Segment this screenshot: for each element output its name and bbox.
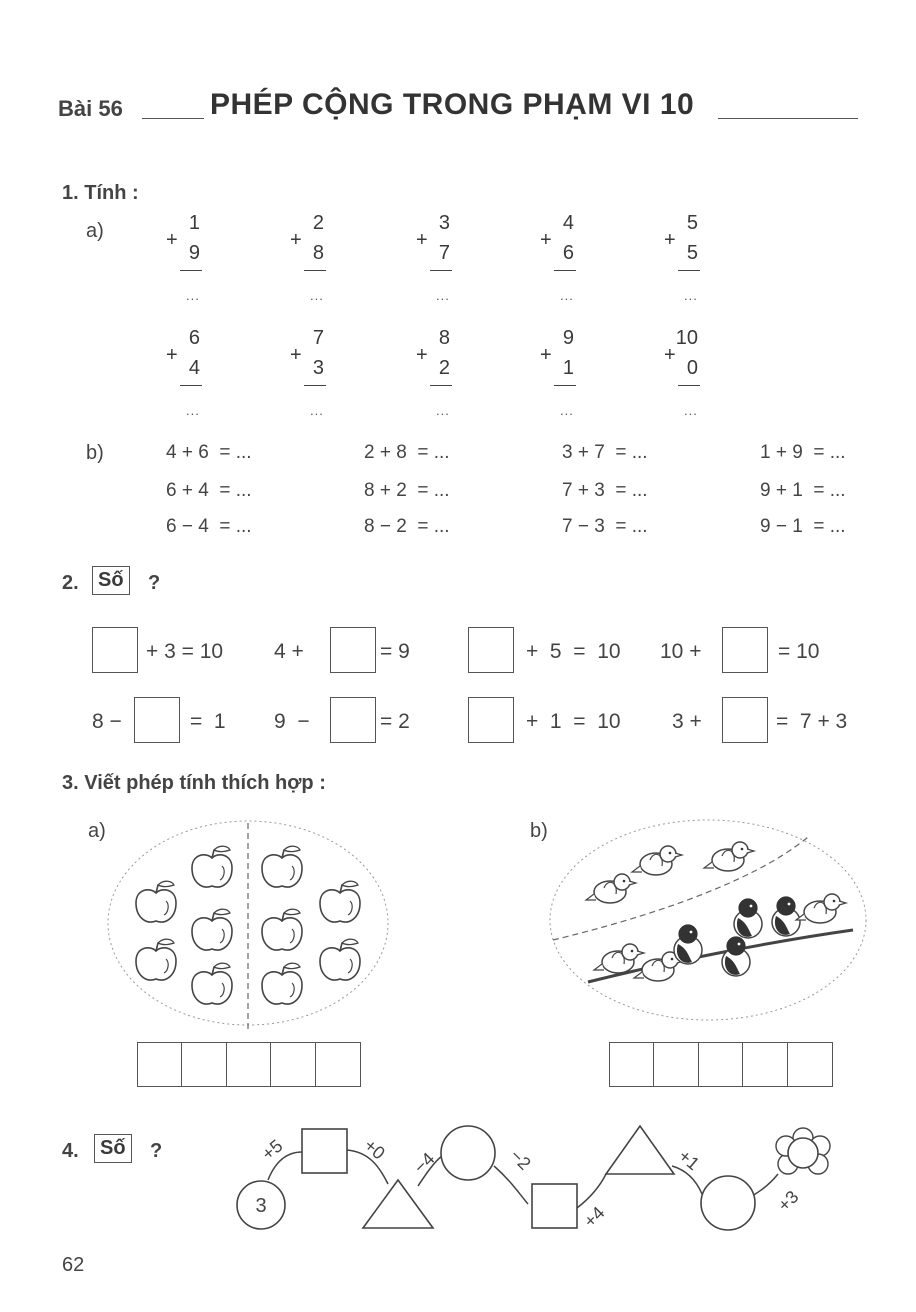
answer-cell[interactable] <box>653 1042 699 1087</box>
answer-blank[interactable]: ... <box>560 403 574 418</box>
addend-top: 2 <box>312 212 324 234</box>
equation[interactable]: 7 − 3 = ... <box>562 516 648 537</box>
addend-top: 10 <box>675 327 698 349</box>
ex1-part-b-label: b) <box>86 442 104 464</box>
plus-sign: + <box>166 344 178 366</box>
answer-blank[interactable]: ... <box>436 403 450 418</box>
title-rule-left <box>142 118 204 119</box>
number-chain-diagram <box>220 1108 880 1238</box>
answer-blank[interactable]: ... <box>310 288 324 303</box>
bird-icon <box>674 925 702 964</box>
apple-icon <box>192 909 232 950</box>
addend-bottom: 3 <box>312 357 324 379</box>
sum-line <box>554 270 576 271</box>
answer-triangle[interactable] <box>363 1180 433 1228</box>
answer-square[interactable] <box>532 1184 577 1228</box>
apple-icon <box>136 939 176 980</box>
answer-cell[interactable] <box>698 1042 744 1087</box>
bird-icon <box>586 874 636 903</box>
ex3-part-b-label: b) <box>530 820 548 842</box>
birds-illustration <box>548 812 873 1027</box>
page-number: 62 <box>62 1254 85 1276</box>
expression-text: 8 − <box>92 710 122 733</box>
sum-line <box>678 385 700 386</box>
equation[interactable]: 7 + 3 = ... <box>562 480 648 501</box>
operation-label: +0 <box>360 1134 389 1164</box>
addend-top: 1 <box>188 212 200 234</box>
equation[interactable]: 6 + 4 = ... <box>166 480 252 501</box>
addend-bottom: 6 <box>562 242 574 264</box>
expression-text: = 10 <box>778 640 820 663</box>
addend-top: 3 <box>438 212 450 234</box>
answer-box[interactable] <box>468 697 514 743</box>
sum-line <box>180 270 202 271</box>
addend-bottom: 4 <box>188 357 200 379</box>
answer-box[interactable] <box>468 627 514 673</box>
plus-sign: + <box>540 229 552 251</box>
answer-blank[interactable]: ... <box>684 288 698 303</box>
addend-bottom: 8 <box>312 242 324 264</box>
answer-square[interactable] <box>302 1129 347 1173</box>
equation[interactable]: 8 + 2 = ... <box>364 480 450 501</box>
operation-label: −4 <box>409 1148 439 1178</box>
apple-icon <box>262 846 302 887</box>
expression-text: 9 − <box>274 710 310 733</box>
apple-icon <box>262 909 302 950</box>
ex3-part-a-label: a) <box>88 820 106 842</box>
answer-box[interactable] <box>330 627 376 673</box>
equation[interactable]: 4 + 6 = ... <box>166 442 252 463</box>
equation[interactable]: 9 + 1 = ... <box>760 480 846 501</box>
plus-sign: + <box>290 229 302 251</box>
apple-icon <box>320 881 360 922</box>
expression-text: = 1 <box>190 710 226 733</box>
ex1-part-a-label: a) <box>86 220 104 242</box>
sum-line <box>430 270 452 271</box>
answer-blank[interactable]: ... <box>186 403 200 418</box>
bird-icon <box>772 897 800 936</box>
apple-icon <box>192 846 232 887</box>
operation-label: +1 <box>674 1145 704 1175</box>
plus-sign: + <box>664 229 676 251</box>
flower-icon[interactable] <box>776 1128 830 1174</box>
answer-blank[interactable]: ... <box>560 288 574 303</box>
answer-cell[interactable] <box>609 1042 655 1087</box>
plus-sign: + <box>290 344 302 366</box>
answer-blank[interactable]: ... <box>310 403 324 418</box>
addend-bottom: 5 <box>686 242 698 264</box>
addend-bottom: 1 <box>562 357 574 379</box>
answer-cell[interactable] <box>137 1042 183 1087</box>
answer-box[interactable] <box>330 697 376 743</box>
answer-circle[interactable] <box>441 1126 495 1180</box>
sum-line <box>304 270 326 271</box>
sum-line <box>180 385 202 386</box>
bird-icon <box>796 894 846 923</box>
expression-text: 10 + <box>660 640 702 663</box>
so-label-box: Số <box>92 566 130 595</box>
lesson-number: Bài 56 <box>58 96 123 121</box>
operation-label: +5 <box>257 1135 287 1165</box>
apples-illustration <box>100 815 400 1035</box>
expression-text: = 7 + 3 <box>776 710 848 733</box>
addend-bottom: 2 <box>438 357 450 379</box>
answer-cell[interactable] <box>742 1042 788 1087</box>
page-title: PHÉP CỘNG TRONG PHẠM VI 10 <box>210 88 695 121</box>
addend-top: 4 <box>562 212 574 234</box>
apple-icon <box>192 963 232 1004</box>
plus-sign: + <box>540 344 552 366</box>
bird-icon <box>734 899 762 938</box>
so-label-box: Số <box>94 1134 132 1163</box>
expression-text: + 1 = 10 <box>526 710 621 733</box>
answer-box[interactable] <box>722 627 768 673</box>
expression-text: = 9 <box>380 640 410 663</box>
addend-top: 9 <box>562 327 574 349</box>
flying-birds <box>586 842 754 903</box>
addend-top: 5 <box>686 212 698 234</box>
ex2-number: 2. <box>62 572 79 594</box>
addend-bottom: 9 <box>188 242 200 264</box>
operation-label: +4 <box>579 1202 609 1232</box>
equation[interactable]: 6 − 4 = ... <box>166 516 252 537</box>
ex3-b-answer-row <box>610 1042 833 1087</box>
ex3-a-answer-row <box>138 1042 361 1087</box>
equation[interactable]: 9 − 1 = ... <box>760 516 846 537</box>
equation[interactable]: 1 + 9 = ... <box>760 442 846 463</box>
answer-box[interactable] <box>92 627 138 673</box>
operation-label: −2 <box>506 1145 535 1174</box>
start-number: 3 <box>255 1195 267 1217</box>
expression-text: + 5 = 10 <box>526 640 621 663</box>
plus-sign: + <box>416 344 428 366</box>
answer-blank[interactable]: ... <box>436 288 450 303</box>
ex1-title: 1. Tính : <box>62 182 139 204</box>
answer-cell[interactable] <box>181 1042 227 1087</box>
operation-label: +3 <box>773 1186 803 1216</box>
expression-text: 3 + <box>672 710 702 733</box>
sum-line <box>430 385 452 386</box>
plus-sign: + <box>166 229 178 251</box>
answer-circle[interactable] <box>701 1176 755 1230</box>
apple-icon <box>320 939 360 980</box>
sum-line <box>304 385 326 386</box>
equation[interactable]: 3 + 7 = ... <box>562 442 648 463</box>
apple-icon <box>262 963 302 1004</box>
expression-text: = 2 <box>380 710 410 733</box>
answer-blank[interactable]: ... <box>186 288 200 303</box>
answer-cell[interactable] <box>315 1042 361 1087</box>
addend-bottom: 0 <box>686 357 698 379</box>
ex3-title: 3. Viết phép tính thích hợp : <box>62 772 326 794</box>
answer-box[interactable] <box>722 697 768 743</box>
ex4-number: 4. <box>62 1140 79 1162</box>
equation[interactable]: 2 + 8 = ... <box>364 442 450 463</box>
plus-sign: + <box>664 344 676 366</box>
sum-line <box>554 385 576 386</box>
addend-top: 6 <box>188 327 200 349</box>
expression-text: + 3 = 10 <box>146 640 224 663</box>
answer-cell[interactable] <box>226 1042 272 1087</box>
bird-icon <box>594 944 644 973</box>
bird-icon <box>704 842 754 871</box>
addend-top: 8 <box>438 327 450 349</box>
equation[interactable]: 8 − 2 = ... <box>364 516 450 537</box>
sum-line <box>678 270 700 271</box>
question-mark: ? <box>148 572 161 594</box>
answer-cell[interactable] <box>787 1042 833 1087</box>
expression-text: 4 + <box>274 640 304 663</box>
plus-sign: + <box>416 229 428 251</box>
answer-cell[interactable] <box>270 1042 316 1087</box>
question-mark: ? <box>150 1140 163 1162</box>
answer-triangle[interactable] <box>606 1126 674 1174</box>
answer-box[interactable] <box>134 697 180 743</box>
title-rule-right <box>718 118 858 119</box>
apple-icon <box>136 881 176 922</box>
bird-icon <box>722 937 750 976</box>
addend-bottom: 7 <box>438 242 450 264</box>
addend-top: 7 <box>312 327 324 349</box>
bird-icon <box>632 846 682 875</box>
answer-blank[interactable]: ... <box>684 403 698 418</box>
